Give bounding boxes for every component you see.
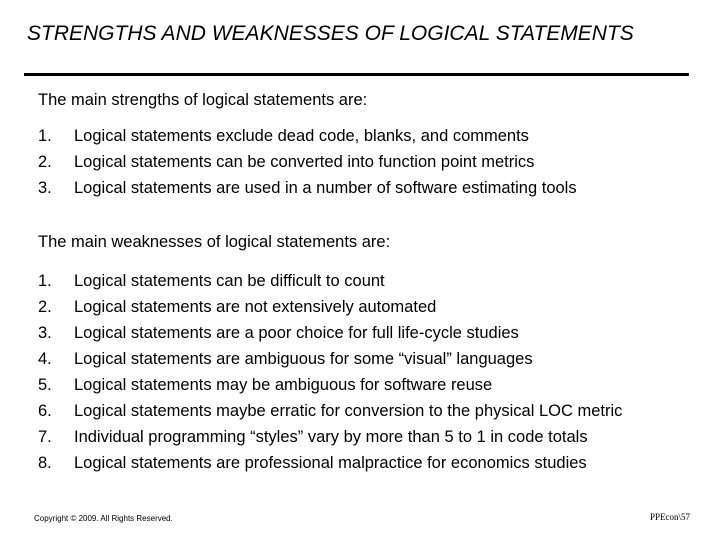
item-text: Logical statements are not extensively automated <box>74 298 437 316</box>
item-text: Logical statements can be converted into function point metrics <box>74 153 535 171</box>
list-item <box>38 372 622 398</box>
title-divider <box>24 73 689 76</box>
weaknesses-list <box>38 268 622 476</box>
item-number: 2. <box>38 298 52 316</box>
list-item <box>38 175 577 201</box>
item-text: Logical statements maybe erratic for conversion to the physical LOC metric <box>74 402 623 420</box>
list-item <box>38 424 622 450</box>
list-item <box>38 398 622 424</box>
list-item <box>38 450 622 476</box>
item-number: 5. <box>38 376 52 394</box>
list-item <box>38 268 622 294</box>
weaknesses-intro: The main weaknesses of logical statements are: <box>38 233 391 251</box>
list-item <box>38 346 622 372</box>
list-item <box>38 320 622 346</box>
item-text: Logical statements are professional malpractice for economics studies <box>74 454 587 472</box>
strengths-intro: The main strengths of logical statements are: <box>38 91 368 109</box>
item-text: Logical statements can be difficult to count <box>74 272 385 290</box>
item-number: 1. <box>38 272 52 290</box>
slide-reference: PPEcon\57 <box>649 512 690 522</box>
item-text: Logical statements exclude dead code, blanks, and comments <box>74 127 529 145</box>
item-text: Individual programming “styles” vary by more than 5 to 1 in code totals <box>74 428 588 446</box>
copyright-notice: Copyright © 2009. All Rights Reserved. <box>34 514 173 523</box>
item-text: Logical statements may be ambiguous for software reuse <box>74 376 493 394</box>
strengths-list <box>38 123 577 201</box>
item-number: 2. <box>38 153 52 171</box>
item-text: Logical statements are used in a number of software estimating tools <box>74 179 577 197</box>
item-number: 3. <box>38 179 52 197</box>
item-text: Logical statements are ambiguous for some “visual” languages <box>74 350 533 368</box>
item-number: 8. <box>38 454 52 472</box>
item-number: 1. <box>38 127 52 145</box>
item-text: Logical statements are a poor choice for full life-cycle studies <box>74 324 519 342</box>
item-number: 7. <box>38 428 52 446</box>
item-number: 6. <box>38 402 52 420</box>
list-item <box>38 294 622 320</box>
item-number: 3. <box>38 324 52 342</box>
list-item <box>38 123 577 149</box>
slide-title: STRENGTHS AND WEAKNESSES OF LOGICAL STATEMENTS <box>27 22 634 45</box>
item-number: 4. <box>38 350 52 368</box>
list-item <box>38 149 577 175</box>
